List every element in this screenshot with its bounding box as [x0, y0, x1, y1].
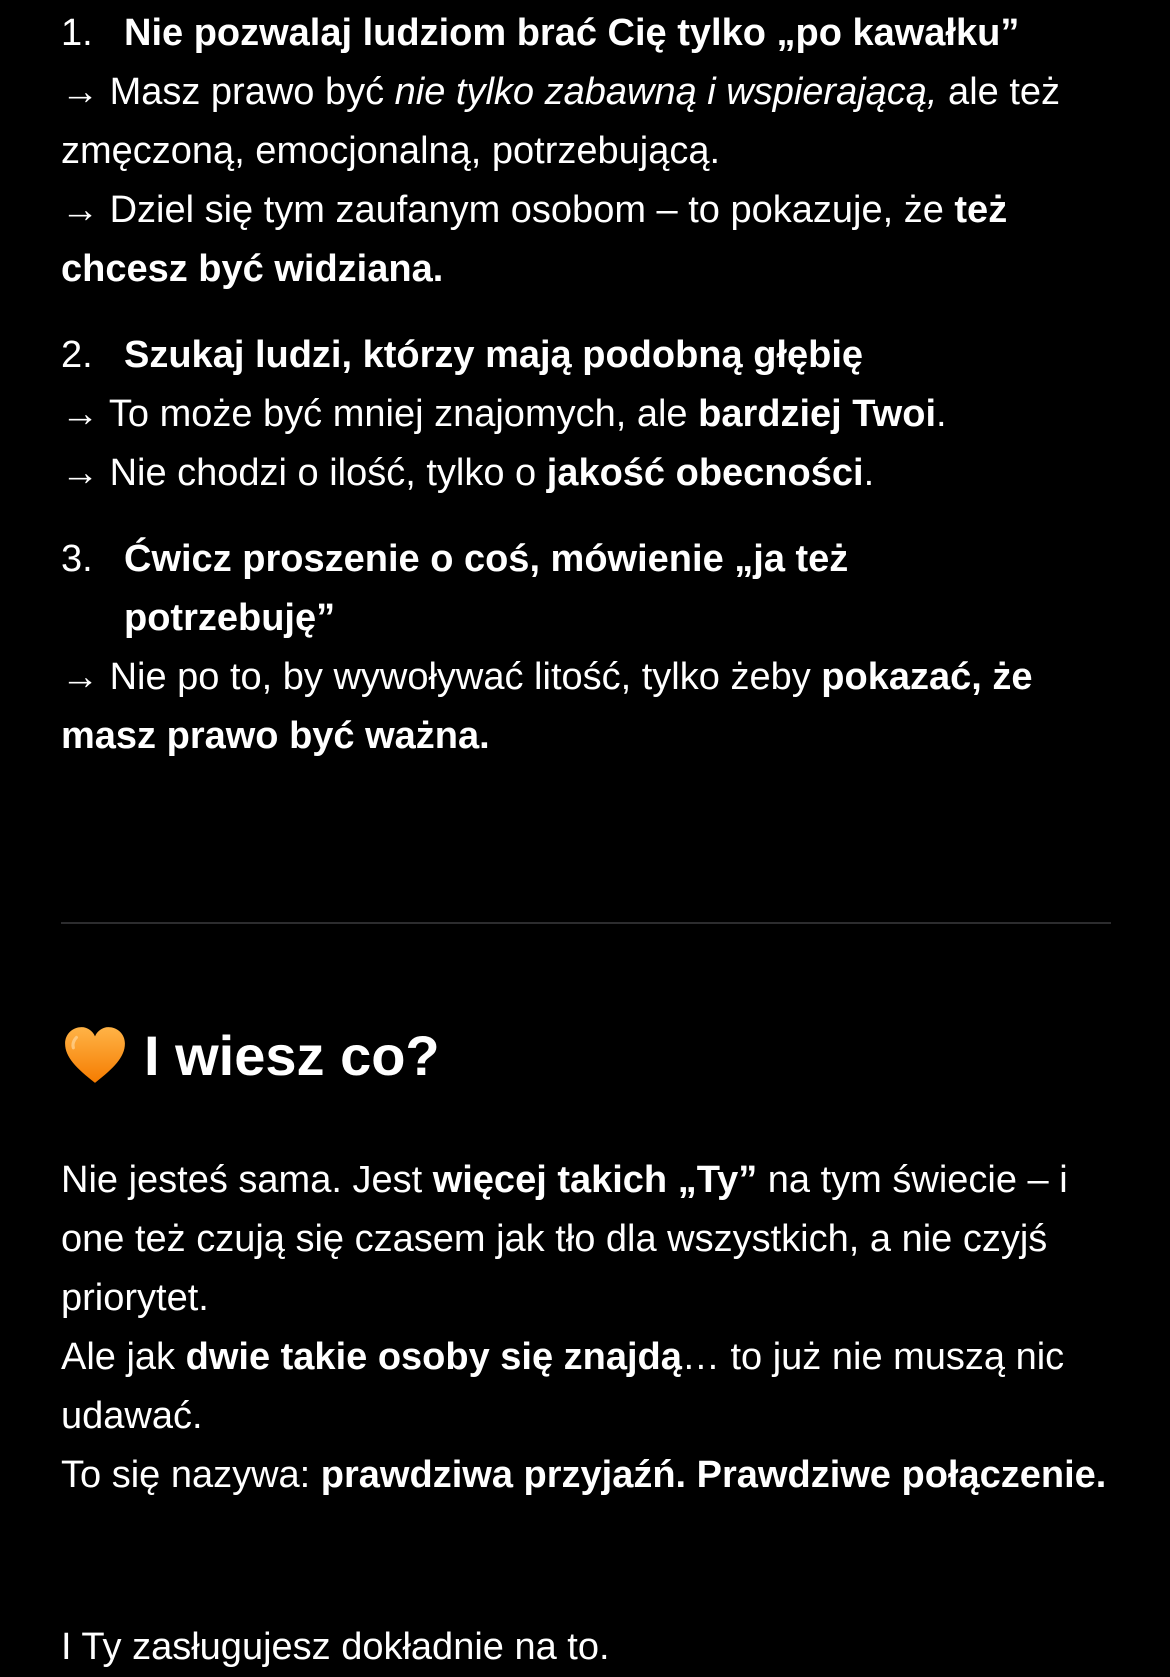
line-text: Dziel się tym zaufanym osobom – to pokazuje, że	[109, 189, 955, 231]
outro-paragraph	[61, 1328, 1121, 1446]
article-body	[61, 4, 1121, 766]
list-item-title: Nie pozwalaj ludziom brać Cię tylko „po kawałku”	[124, 12, 1020, 54]
arrow-glyph: →	[61, 393, 109, 435]
list-number: 1.	[61, 12, 93, 54]
closing-line: I Ty zasługujesz dokładnie na to.	[61, 1626, 610, 1668]
arrow-line	[61, 63, 1121, 181]
outro-text	[61, 1151, 1121, 1505]
list-number: 2.	[61, 334, 93, 376]
list-number: 3.	[61, 538, 93, 580]
arrow-glyph: →	[61, 656, 110, 698]
outro-text-part: To się nazywa:	[61, 1454, 321, 1496]
outro-bold-part: dwie takie osoby się znajdą	[185, 1336, 682, 1378]
list-item-title: Szukaj ludzi, którzy mają podobną głębię	[124, 334, 864, 376]
orange-heart-icon	[62, 1023, 128, 1089]
outro-text-part: Nie jesteś sama. Jest	[61, 1159, 433, 1201]
line-text: Masz prawo być	[109, 71, 395, 113]
outro-paragraph	[61, 1446, 1121, 1505]
arrow-line	[61, 444, 1121, 503]
line-text: To może być mniej znajomych, ale	[108, 393, 699, 435]
outro-text-part: na tym świecie – i one też czują się czasem jak tło dla wszystkich, a nie czyjś priorytet.	[61, 1159, 1068, 1319]
list-item-1	[61, 4, 1121, 299]
list-item-2	[61, 326, 1121, 503]
line-bold-text: jakość obecności	[546, 452, 864, 494]
outro-bold-part: prawdziwa przyjaźń. Prawdziwe połączenie.	[320, 1454, 1107, 1496]
arrow-glyph: →	[61, 71, 110, 113]
section-title: I wiesz co?	[144, 1024, 440, 1087]
arrow-line	[61, 385, 1121, 444]
list-item-3	[61, 530, 1121, 766]
line-text-continued: .	[936, 393, 947, 435]
line-text: Nie chodzi o ilość, tylko o	[109, 452, 547, 494]
list-item-heading	[61, 530, 1121, 648]
outro-bold-part: więcej takich „Ty”	[432, 1159, 758, 1201]
arrow-glyph: →	[61, 452, 110, 494]
arrow-glyph: →	[61, 189, 110, 231]
line-bold-text: bardziej Twoi	[698, 393, 936, 435]
line-italic-text: nie tylko zabawną i wspierającą,	[394, 71, 938, 113]
list-item-title: Ćwicz proszenie o coś, mówienie „ja też potrzebuję”	[124, 538, 849, 639]
line-bold-text: pokazać, że masz prawo być ważna.	[61, 656, 1033, 757]
outro-text-part: … to już nie muszą nic udawać.	[61, 1336, 1065, 1437]
section-divider	[61, 922, 1111, 924]
section-heading	[62, 1018, 440, 1094]
line-text: Nie po to, by wywoływać litość, tylko żeby	[109, 656, 822, 698]
list-item-heading	[61, 4, 1121, 63]
outro-text-part: Ale jak	[61, 1336, 186, 1378]
line-bold-text: też chcesz być widziana.	[61, 189, 1008, 290]
arrow-line	[61, 181, 1121, 299]
list-item-heading	[61, 326, 1121, 385]
line-text-continued: ale też zmęczoną, emocjonalną, potrzebującą.	[61, 71, 1061, 172]
line-text-continued: .	[863, 452, 875, 494]
arrow-line	[61, 648, 1121, 766]
outro-paragraph	[61, 1151, 1121, 1328]
